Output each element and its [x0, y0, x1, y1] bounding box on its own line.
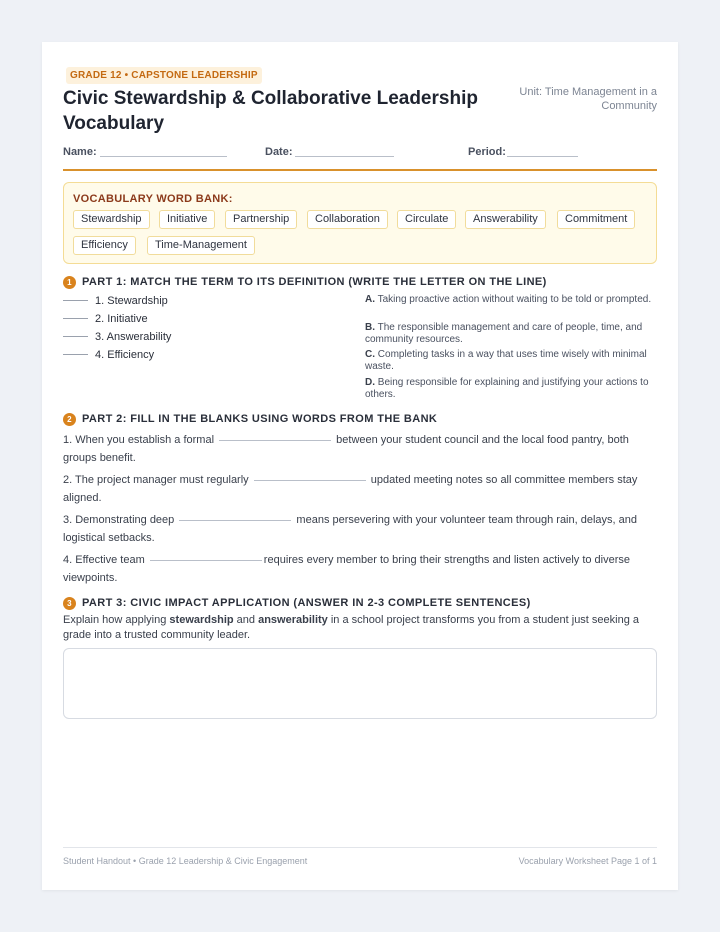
- definition-a: [365, 294, 657, 306]
- period-line: [507, 156, 578, 157]
- term-label: 3. Answerability: [95, 331, 172, 343]
- prompt-text: Explain how applying: [63, 614, 167, 626]
- prompt-text: in a school project transforms you from a student just seeking a grade into a trusted community leader.: [63, 614, 640, 641]
- period-field[interactable]: [468, 146, 506, 158]
- fill-blank-sentence: [63, 472, 657, 507]
- word-bank: [63, 182, 657, 264]
- sentence-end: updated meeting notes so all committee members stay aligned.: [63, 474, 638, 504]
- word-chip: Commitment: [557, 210, 635, 229]
- footer-divider: [63, 847, 657, 848]
- fill-blank-sentence: [63, 432, 657, 467]
- sentence-end: requires every member to bring their strengths and listen actively to diverse viewpoints.: [63, 554, 631, 584]
- word-chip: Efficiency: [73, 236, 136, 255]
- part3-heading-text: PART 3: CIVIC IMPACT APPLICATION (ANSWER IN 2-3 COMPLETE SENTENCES): [82, 597, 531, 609]
- footer-right: Vocabulary Worksheet Page 1 of 1: [518, 856, 657, 866]
- date-label: Date:: [265, 146, 293, 158]
- fill-blank-sentence: [63, 552, 657, 587]
- definition-letter: C.: [365, 349, 375, 360]
- name-field[interactable]: [63, 146, 97, 158]
- word-chip: Circulate: [397, 210, 456, 229]
- term-label: 4. Efficiency: [95, 349, 155, 361]
- part1-heading: [63, 276, 547, 289]
- answer-line[interactable]: [63, 354, 88, 355]
- student-info-fields: [63, 146, 657, 162]
- term-label: 1. Stewardship: [95, 295, 168, 307]
- grade-badge: GRADE 12 • CAPSTONE LEADERSHIP: [66, 67, 262, 84]
- part2-heading: [63, 413, 437, 426]
- answer-line[interactable]: [63, 300, 88, 301]
- word-chip: Collaboration: [307, 210, 388, 229]
- period-label: Period:: [468, 146, 506, 158]
- fill-blank-line[interactable]: [254, 480, 366, 481]
- definition-text: Taking proactive action without waiting to be told or prompted.: [377, 294, 652, 305]
- header-divider: [63, 169, 657, 171]
- term-label: 2. Initiative: [95, 313, 148, 325]
- unit-label: Unit: Time Management in a Community: [519, 86, 657, 112]
- prompt-text: and: [236, 614, 256, 626]
- sentence-start: 3. Demonstrating deep: [63, 514, 175, 526]
- fill-blank-line[interactable]: [179, 520, 291, 521]
- date-field[interactable]: [265, 146, 293, 158]
- definition-letter: A.: [365, 294, 375, 305]
- definition-text: Completing tasks in a way that uses time wisely with minimal waste.: [365, 349, 647, 372]
- answer-line[interactable]: [63, 318, 88, 319]
- definition-b: [365, 322, 657, 346]
- sentence-end: between your student council and the local food pantry, both groups benefit.: [63, 434, 629, 464]
- name-label: Name:: [63, 146, 97, 158]
- sentence-start: 2. The project manager must regularly: [63, 474, 249, 486]
- definition-letter: B.: [365, 322, 375, 333]
- part2-number-badge: 2: [63, 413, 76, 426]
- worksheet-page: [42, 42, 678, 890]
- definition-text: Being responsible for explaining and justifying your actions to others.: [365, 377, 649, 400]
- word-bank-title: VOCABULARY WORD BANK:: [73, 193, 233, 205]
- definition-c: [365, 349, 657, 373]
- name-line: [100, 156, 227, 157]
- sentence-start: 4. Effective team: [63, 554, 145, 566]
- match-term: [63, 313, 148, 325]
- match-term: [63, 295, 168, 307]
- part1-heading-text: PART 1: MATCH THE TERM TO ITS DEFINITION (WRITE THE LETTER ON THE LINE): [82, 276, 547, 288]
- word-chip: Stewardship: [73, 210, 150, 229]
- answer-line[interactable]: [63, 336, 88, 337]
- part2-heading-text: PART 2: FILL IN THE BLANKS USING WORDS FROM THE BANK: [82, 413, 438, 425]
- definition-d: [365, 377, 657, 401]
- part3-prompt: [63, 613, 657, 643]
- part3-heading: [63, 597, 531, 610]
- footer-left: Student Handout • Grade 12 Leadership & Civic Engagement: [63, 856, 308, 866]
- fill-blank-line[interactable]: [150, 560, 262, 561]
- fill-blank-sentence: [63, 512, 657, 547]
- prompt-keyword: stewardship: [169, 614, 234, 626]
- word-chip: Time-Management: [147, 236, 255, 255]
- sentence-end: means persevering with your volunteer team through rain, delays, and logistical setbacks.: [63, 514, 637, 544]
- word-chip: Answerability: [465, 210, 546, 229]
- fill-blank-line[interactable]: [219, 440, 331, 441]
- match-term: [63, 349, 154, 361]
- definition-text: The responsible management and care of people, time, and community resources.: [365, 322, 643, 345]
- answer-box[interactable]: [63, 648, 657, 719]
- date-line: [295, 156, 394, 157]
- prompt-keyword: answerability: [258, 614, 328, 626]
- part3-number-badge: 3: [63, 597, 76, 610]
- worksheet-title: Civic Stewardship & Collaborative Leadership Vocabulary: [63, 88, 478, 134]
- word-chip: Initiative: [159, 210, 215, 229]
- definition-letter: D.: [365, 377, 375, 388]
- part1-number-badge: 1: [63, 276, 76, 289]
- word-chip: Partnership: [225, 210, 297, 229]
- match-term: [63, 331, 171, 343]
- sentence-start: 1. When you establish a formal: [63, 434, 215, 446]
